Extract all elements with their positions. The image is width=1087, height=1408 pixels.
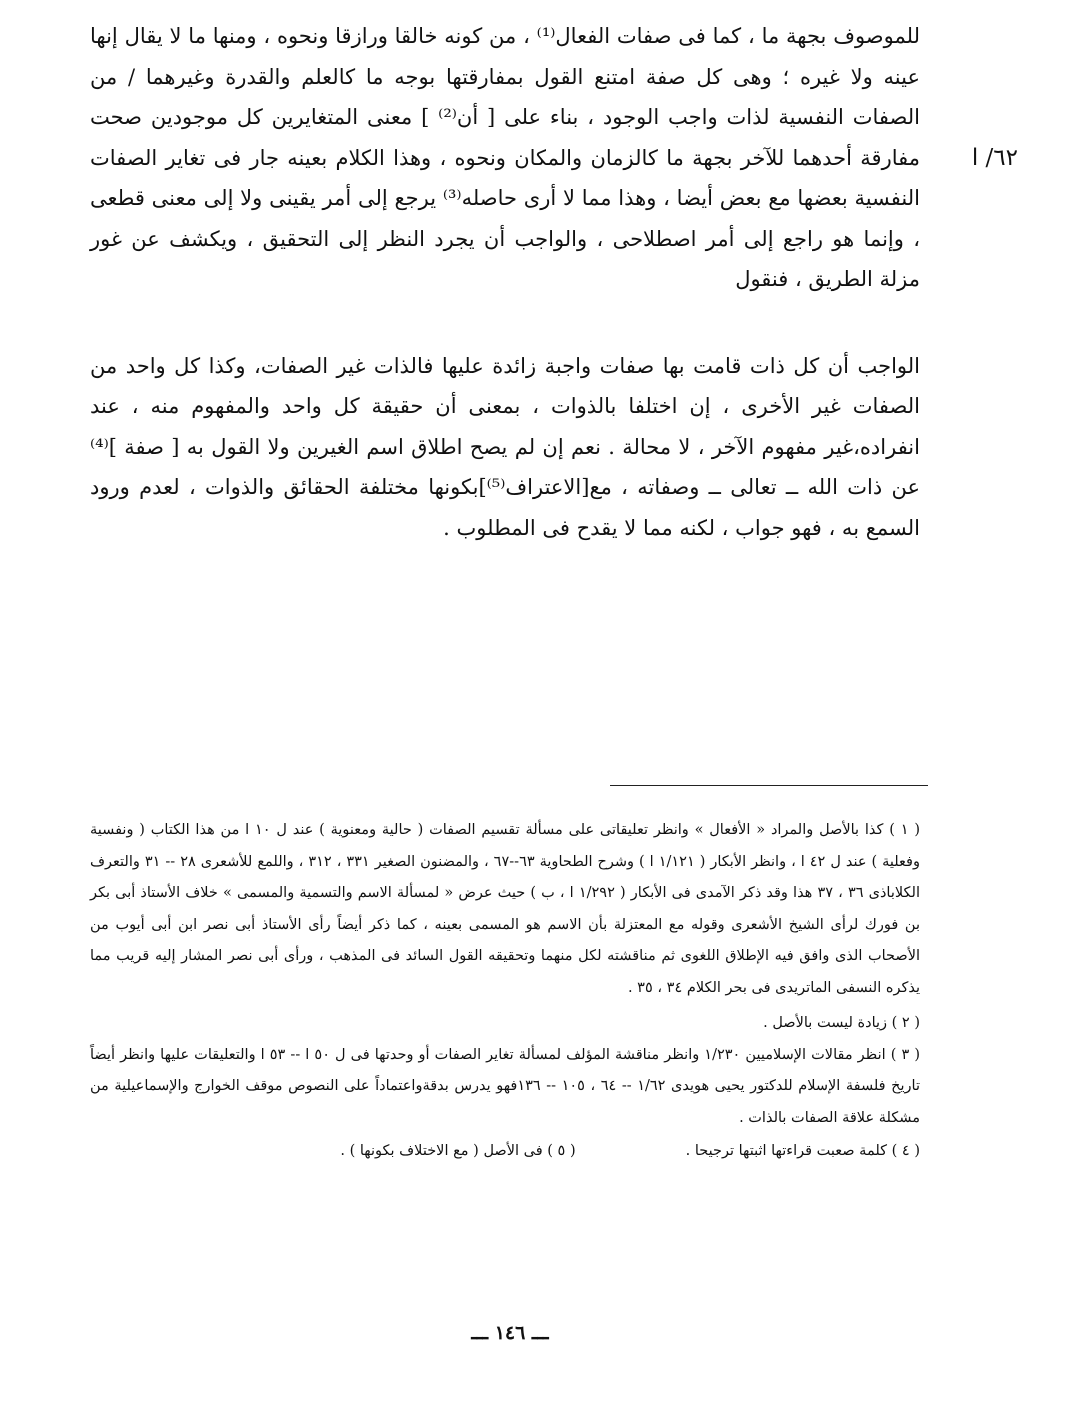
footnote-5: ( ٥ ) فى الأصل ( مع الاختلاف بكونها ) . <box>340 1143 576 1159</box>
paragraph-2: الواجب أن كل ذات قامت بها صفات واجبة زائدة عليها فالذات غير الصفات، وكذا كل واحد من الصفات غير الأخرى ، إن اختلفا بالذوات ، بمعنى أن حقيقة كل واحد والمفهوم منه ، عند انفراده،غير مفهوم الآخر ، لا محالة . نعم إن لم يصح اطلاق اسم الغيرين ولا القول به [ صفة ]⁽⁴⁾ عن ذات الله ــ تعالى ــ وصفاته ، مع[الاعتراف⁽⁵⁾]بكونها مختلفة الحقائق والذوات ، لعدم ورود السمع به ، فهو جواب ، لكنه مما لا يقدح فى المطلوب . <box>90 353 920 540</box>
page-number: ـــ ١٤٦ ـــ <box>471 1322 549 1344</box>
footnote-4: ( ٤ ) كلمة صعبت قراءتها اثبتها ترجيحا . <box>685 1143 920 1159</box>
footnotes <box>90 815 920 1168</box>
footnote-row <box>90 1136 920 1168</box>
footnote-2: ( ٢ ) زيادة ليست بالأصل . <box>763 1015 920 1031</box>
footnote-separator <box>610 785 928 786</box>
footnote-3: ( ٣ ) انظر مقالات الإسلاميين ١/٢٣٠ وانظر مناقشة المؤلف لمسألة تغاير الصفات أو وحدتها فى ل ٥٠ ا -- ٥٣ ا والتعليقات عليها وانظر أيضاً تاريخ فلسفة الإسلام للدكتور يحيى هويدى ١/٦٢ -- ٦٤ ، ١٠٥ -- ١٣٦فهو يدرس بدقةواعتماداً على النصوص موقف الخوارج والإسماعيلية من مشكلة علاقة الصفات بالذات . <box>90 1046 920 1126</box>
paragraph-1: للموصوف بجهة ما ، كما فى صفات الفعال⁽¹⁾ ، من كونه خالقا ورازقا ونحوه ، ومنها ما لا يقال إنها عينه ولا غيره ؛ وهى كل صفة امتنع القول بمفارقتها بوجه ما كالعلم والقدرة وغيرهما / من الصفات النفسية لذات واجب الوجود ، بناء على [ أن⁽²⁾ ] معنى المتغايرين كل موجودين صحت مفارقة أحدهما للآخر بجهة ما كالزمان والمكان ونحوه ، وهذا الكلام بعينه جار فى تغاير الصفات النفسية بعضها مع بعض أيضا ، وهذا مما لا أرى حاصله⁽³⁾ يرجع إلى أمر يقينى ولا إلى معنى قطعى ، وإنما هو راجع إلى أمر اصطلاحى ، والواجب أن يجرد النظر إلى التحقيق ، ويكشف عن غور مزلة الطريق ، فنقول <box>90 24 920 291</box>
footnote-1: ( ١ ) كذا بالأصل والمراد « الأفعال » وانظر تعليقاتى على مسألة تقسيم الصفات ( حالية ومعنوية ) عند ل ١٠ ا من هذا الكتاب ( ونفسية وفعلية ) عند ل ٤٢ ا ، وانظر الأبكار ( ١/١٢١ ا ) وشرح الطحاوية ٦٣--٦٧ ، والمضنون الصغير ٣٣١ ، ٣١٢ ، واللمع للأشعرى ٢٨ -- ٣١ والتعرف الكلاباذى ٣٦ ، ٣٧ هذا وقد ذكر الآمدى فى الأبكار ( ١/٢٩٢ ا ، ب ) حيث عرض « لمسألة الاسم والتسمية والمسمى » خلاف الأستاذ أبى بكر بن فورك لرأى الشيخ الأشعرى وقوله مع المعتزلة بأن الاسم هو المسمى بعينه ، كما ذكر أيضاً رأى الأستاذ أبى نصر ابن أبى أيوب من الأصحاب الذى وافق فيه الإطلاق اللغوى ثم مناقشته لكل منهما وتحقيقه القول السائد فى المذهب ، ورأى أبى نصر المشار إليه قريب مما يذكره النسفى الماتريدى فى بحر الكلام ٣٤ ، ٣٥ . <box>90 822 920 996</box>
margin-folio-note: ٦٢/ ا <box>971 145 1018 171</box>
main-text <box>90 16 920 548</box>
